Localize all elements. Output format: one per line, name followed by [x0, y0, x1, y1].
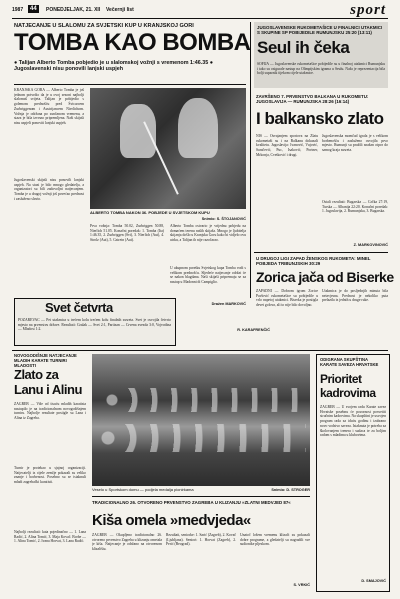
zorica-headline: Zorica jača od Biserke [256, 269, 394, 285]
section-logo: sport [350, 2, 386, 18]
tomba-author: Dražen MARKOVIĆ [211, 302, 246, 306]
lanu-headline: Zlato za Lanu i Alinu [14, 367, 82, 397]
seoul-body: SOFIJA — Jugoslavenske rukometašice pobijedile su u finalnoj utakmici Rumunjsku i tako su osigurale nastup na Olimpijskim igrama u Seulu. Naša je reprezentacija bila bolji suparnik tijekom cijele utakmice. [257, 62, 385, 76]
tomba-photo [90, 88, 246, 209]
seoul-kicker: JUGOSLAVENSKE RUKOMETAŠICE U FINALNICI UTAKMICI S SKUPINE SP POBIJEDILE RUMUNJSKU 25:20 (13:11) [257, 25, 383, 36]
lower-rule [12, 350, 388, 351]
zorica-body-col2: Utakmica je do posljednjih minuta bila neizvjesna. Prednost je nekoliko puta prelazila iz jednih u druge ruke. [322, 289, 388, 303]
svet-body: POŽAREVAC — Pet utakmica u trećem kolu trećem kolu finalnih susreta. Svet je osvojila četvrto mjesto na prvenstvu države. Rezultati: Gralak — Svet 2:1, Partizan — Crvena zvezda 3:0, Vojvodina — Mladost 1:2. [18, 318, 171, 332]
skier-figure-2 [178, 98, 218, 158]
year: 1987 [12, 7, 24, 13]
medvjed-body-1: ZAGREB — Okupljeno tradicionalno 26. otvoreno prvenstvo Zagreba u klizanju ometala je kiša. Natjecanje je održano na otvorenom klizalištu. [92, 533, 162, 552]
lanu-body-3: Najbolji rezultati: kata pojedinačno — 1. Lana Radić, 2. Alina Tomić, 3. Maja Kovač. Borbe — 1. Alina Tomić, 2. Ivana Horvat, 3. Lana Radić. [14, 530, 86, 544]
paper-name: Večernji list [106, 7, 134, 13]
masthead-rule [12, 18, 388, 19]
medvjed-headline: Kiša omela »medvjeda« [92, 512, 251, 529]
masthead [12, 4, 388, 18]
page-number: 44 [30, 6, 37, 12]
tomba-kicker: NATJECANJE U SLALOMU ZA SVJETSKI KUP U KRANJSKOJ GORI [14, 23, 194, 29]
lanu-body-2: Turnir je protekao u sjajnoj organizaciji. Natjecatelji iz cijele zemlje pokazali su veliko znanje i borbenost. Posebno su se istaknuli mladi zagrebački karatisti. [14, 466, 86, 485]
lanu-body-1: ZAGREB — Više od tisuću mladih karatista nastupilo je na tradicionalnom novogodišnjem turniru. Najbolje rezultate postigle su Lana i Alina iz Zagreba. [14, 402, 86, 421]
seoul-box [254, 22, 388, 88]
column-divider [250, 22, 251, 298]
karate-box [316, 354, 390, 592]
karate-body: ZAGREB — U svojem radu Karate savez Hrvatske posebnu će pozornost posvetiti stručnim kadrovima. Na skupštini je usvojen program rada za iduću godinu i izabrano novo vodstvo saveza. Istaknuta je potreba za školovanjem trenera i sudaca te za boljim radom s mladima u klubovima. [320, 405, 386, 438]
skier-figure [120, 104, 156, 158]
medvjed-rule [92, 496, 310, 497]
tomba-photo-credit: Snimio: S. ŠTOJANOVIĆ [201, 217, 246, 221]
masthead-date: PONEDJELJAK, 21. XII [46, 7, 101, 13]
crowd-photo [92, 354, 310, 486]
tomba-rule [14, 84, 246, 85]
karate-author: D. SMAJOVIĆ [361, 579, 386, 583]
balkan-body-col2: Jugoslavenska momčad igrala je s velikom borbenošću i zasluženo osvojila prvo mjesto. Rumunji su pružili snažan otpor do samog kraja susreta. [322, 134, 388, 153]
zorica-kicker: U DRUGOJ LIGI ZAPAD ŽENSKOG RUKOMETA: MINEL POBJEDA TRIBUNJSKIH 30:29 [256, 256, 371, 267]
tomba-body-col3: Alberto Tomba ostvario je vrijednu pobjedu na domaćem terenu naših skijaša. Mnogo je ljubitelja skijanja došlo u Kranjsku Goru kako bi vidjelo ovu utrku, a Talijan ih nije razočarao. [170, 224, 246, 243]
tomba-headline: TOMBA KAO BOMBA [14, 29, 251, 56]
balkan-body-col1: NIŠ — Osvajanjem sportova na Zlatu rukometaši su i na Balkanu dokazali kvalitetu. Jugoslavija: Ivanović, Vujović, Saračević, Puc, Isaković, Portner, Mrkonja, Cvetković i drugi. [256, 134, 318, 157]
crowd-photo-caption: Veselo u Sportskom domu — podjela medalja pionirkama [92, 487, 194, 492]
tomba-body-col2: Prva vožnja: Tomba 50.02, Zurbriggen 50.88, Nierlich 51.05. Konačni poredak: 1. Tomba (Ita) 1:46.35, 2. Zurbriggen (Švi), 3. Nierlich (Aut), 4. Strolz (Aut), 5. Gstrein (Aut). [90, 224, 164, 243]
karate-kicker: ODIGRANA SKUPŠTINA KARATE SAVEZA HRVATSKE [320, 357, 379, 367]
lanu-kicker: NOVOGODIŠNJE NATJECANJE MLADIH KARATE TURNIRI MLADOSTI [14, 353, 77, 368]
tomba-body-col1b: Jugoslavenski skijaši nisu ponovili lanjski uspjeh. Na stazi je bilo mnogo gledatelja, a organizatori su bili zadovoljni natjecanjem. Tomba je u drugoj vožnji još povećao prednost i zasluženo slavio. [14, 178, 84, 201]
svet-headline: Svet četvrta [45, 300, 113, 315]
medvjed-author: S. VRKIĆ [293, 583, 310, 587]
medvjed-kicker: TRADICIONALNO 26. OTVORENO PRVENSTVO ZAGREBA U KLIZANJU »ZLATNI MEDVJED 87« [92, 500, 291, 505]
balkan-kicker: ZAVRŠENO 7. PRVENSTVO BALKANA U RUKOMETU: JUGOSLAVIJA — RUMUNJSKA 28:26 (16:14) [256, 94, 369, 105]
tomba-lead: ● Talijan Alberto Tomba pobjedio je u slalomskoj vožnji s vremenom 1:46.35 ● Jugoslavenski nisu ponovili lanjski uspjeh [14, 60, 214, 73]
karate-headline: Prioritet kadrovima [320, 372, 376, 400]
tomba-body-col1: KRANJSKA GORA — Alberto Tomba je još jednom potvrdio da je u ovoj sezoni najbolji slalomaš svijeta. Talijan je pobijedio s golemom prednošću pred Švicarcem Zurbriggenom i Austrijancem Nierlichom. Vožnja je održana po sunčanom vremenu, a staza je bila izvrsno pripremljena. Naši skijaši nisu uspjeli ponoviti lanjski uspjeh. [14, 88, 84, 126]
tomba-body-col4: U ukupnom poretku Svjetskog kupa Tomba vodi s velikom prednošću. Sljedeće natjecanje održat će se nakon blagdana. Naši skijaši pripremaju se za nastup u Madonni di Campiglio. [170, 266, 246, 285]
svet-box [14, 298, 176, 346]
tomba-photo-caption: ALBERTO TOMBA NAKON 36. POBJEDE U SVJETSKOM KUPU [90, 210, 210, 215]
crowd-faces-row [102, 388, 300, 412]
crowd-photo-credit: Snimio: D. STROGER [271, 488, 310, 492]
balkan-headline: I balkansko zlato [256, 109, 384, 128]
zorica-body-col1: ZAPADNI — Dobrom igrom Zorice Pavlović rukometašice su pobijedile u vrlo napetoj utakmici. Biserka je postigla devet golova, ali to nije bilo dovoljno. [256, 289, 318, 308]
zorica-author: R. KARAFRENČIĆ [237, 328, 270, 332]
medvjed-body-3: Unatoč lošem vremenu klizači su pokazali dobre programe, a gledatelji su nagradili sve sudionike pljeskom. [240, 533, 310, 547]
zorica-rule [254, 252, 388, 253]
balkan-body-col2b: Ostali rezultati: Bugarska — Grčka 27:19, Turska — Albanija 22:20. Konačni poredak: 1. Jugoslavija, 2. Rumunjska, 3. Bugarska. [322, 200, 388, 214]
crowd-faces-row-2 [96, 424, 306, 452]
medvjed-body-2: Rezultati, seniorke: 1. Šarić (Zagreb), 2. Kovač (Ljubljana). Seniori: 1. Horvat (Zagreb), 2. Perić (Beograd). [166, 533, 236, 547]
ski-pole [143, 121, 179, 194]
seoul-headline: Seul ih čeka [257, 38, 350, 57]
balkan-author: Z. MARKOVINOVIĆ [353, 243, 388, 247]
